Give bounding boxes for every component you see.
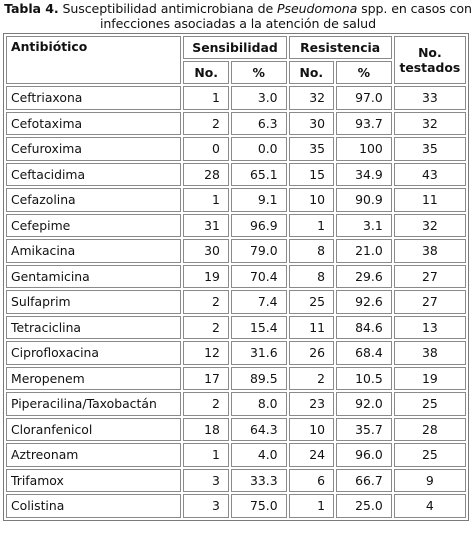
caption-text-after: spp. en casos con infecciones asociadas a la atención de salud [100,1,472,31]
cell-sensitivity-no: 12 [183,341,228,365]
cell-resistance-pct: 92.6 [336,290,392,314]
table-row [6,290,466,314]
cell-antibiotic: Colistina [6,494,181,518]
cell-tested: 25 [394,443,466,467]
cell-resistance-no: 10 [289,188,334,212]
cell-tested: 27 [394,290,466,314]
cell-antibiotic: Meropenem [6,367,181,391]
cell-resistance-pct: 96.0 [336,443,392,467]
cell-sensitivity-pct: 89.5 [231,367,287,391]
susceptibility-table [3,33,469,521]
caption-text-before: Susceptibilidad antimicrobiana de [62,1,278,16]
cell-sensitivity-pct: 9.1 [231,188,287,212]
cell-sensitivity-pct: 75.0 [231,494,287,518]
cell-antibiotic: Sulfaprim [6,290,181,314]
cell-sensitivity-pct: 96.9 [231,214,287,238]
cell-sensitivity-no: 31 [183,214,228,238]
header-sensitivity-no: No. [183,61,228,84]
cell-resistance-no: 24 [289,443,334,467]
table-body [6,86,466,518]
cell-sensitivity-pct: 65.1 [231,163,287,187]
cell-resistance-no: 6 [289,469,334,493]
table-caption [4,1,472,31]
cell-sensitivity-no: 2 [183,290,228,314]
cell-antibiotic: Cefuroxima [6,137,181,161]
cell-resistance-no: 25 [289,290,334,314]
cell-antibiotic: Cefepime [6,214,181,238]
cell-resistance-pct: 100 [336,137,392,161]
cell-tested: 25 [394,392,466,416]
cell-resistance-pct: 25.0 [336,494,392,518]
cell-resistance-no: 8 [289,265,334,289]
cell-sensitivity-no: 1 [183,443,228,467]
table-row [6,418,466,442]
cell-resistance-pct: 66.7 [336,469,392,493]
cell-tested: 28 [394,418,466,442]
header-row-main [6,36,466,59]
header-sensitivity-pct: % [231,61,287,84]
cell-antibiotic: Ceftacidima [6,163,181,187]
cell-sensitivity-pct: 15.4 [231,316,287,340]
cell-antibiotic: Cefazolina [6,188,181,212]
cell-sensitivity-no: 2 [183,392,228,416]
caption-label: Tabla 4. [4,1,59,16]
cell-tested: 38 [394,341,466,365]
cell-resistance-no: 1 [289,494,334,518]
cell-sensitivity-no: 2 [183,316,228,340]
cell-sensitivity-no: 3 [183,469,228,493]
cell-sensitivity-no: 18 [183,418,228,442]
cell-antibiotic: Aztreonam [6,443,181,467]
cell-resistance-no: 32 [289,86,334,110]
cell-resistance-pct: 21.0 [336,239,392,263]
cell-sensitivity-no: 28 [183,163,228,187]
cell-resistance-pct: 84.6 [336,316,392,340]
table-row [6,214,466,238]
cell-antibiotic: Cefotaxima [6,112,181,136]
cell-resistance-pct: 29.6 [336,265,392,289]
header-resistance-no: No. [289,61,334,84]
cell-resistance-pct: 3.1 [336,214,392,238]
header-tested-line2: testados [399,60,461,75]
cell-sensitivity-pct: 6.3 [231,112,287,136]
cell-sensitivity-pct: 0.0 [231,137,287,161]
cell-resistance-no: 11 [289,316,334,340]
header-tested [394,36,466,84]
cell-resistance-no: 8 [289,239,334,263]
cell-resistance-no: 1 [289,214,334,238]
cell-resistance-no: 2 [289,367,334,391]
cell-sensitivity-pct: 4.0 [231,443,287,467]
cell-tested: 11 [394,188,466,212]
table-row [6,392,466,416]
cell-sensitivity-pct: 70.4 [231,265,287,289]
cell-resistance-pct: 90.9 [336,188,392,212]
table-row [6,239,466,263]
cell-antibiotic: Gentamicina [6,265,181,289]
cell-resistance-no: 23 [289,392,334,416]
cell-resistance-pct: 92.0 [336,392,392,416]
cell-sensitivity-pct: 3.0 [231,86,287,110]
cell-resistance-no: 30 [289,112,334,136]
table-row [6,265,466,289]
header-tested-line1: No. [418,45,442,60]
cell-tested: 13 [394,316,466,340]
header-resistance: Resistencia [289,36,392,59]
table-row [6,316,466,340]
cell-antibiotic: Ciprofloxacina [6,341,181,365]
cell-sensitivity-pct: 31.6 [231,341,287,365]
table-row [6,341,466,365]
cell-sensitivity-no: 0 [183,137,228,161]
cell-resistance-no: 15 [289,163,334,187]
cell-resistance-pct: 97.0 [336,86,392,110]
cell-sensitivity-no: 17 [183,367,228,391]
cell-antibiotic: Tetraciclina [6,316,181,340]
cell-sensitivity-pct: 7.4 [231,290,287,314]
cell-resistance-no: 26 [289,341,334,365]
table-row [6,163,466,187]
table-row [6,494,466,518]
cell-antibiotic: Amikacina [6,239,181,263]
cell-resistance-pct: 35.7 [336,418,392,442]
cell-sensitivity-pct: 8.0 [231,392,287,416]
cell-resistance-no: 10 [289,418,334,442]
cell-tested: 9 [394,469,466,493]
cell-resistance-no: 35 [289,137,334,161]
cell-tested: 4 [394,494,466,518]
table-row [6,86,466,110]
header-sensitivity: Sensibilidad [183,36,286,59]
cell-antibiotic: Ceftriaxona [6,86,181,110]
cell-tested: 32 [394,112,466,136]
cell-antibiotic: Piperacilina/Taxobactán [6,392,181,416]
cell-sensitivity-no: 2 [183,112,228,136]
cell-tested: 43 [394,163,466,187]
header-resistance-pct: % [336,61,392,84]
cell-sensitivity-no: 30 [183,239,228,263]
cell-tested: 27 [394,265,466,289]
cell-sensitivity-no: 1 [183,86,228,110]
cell-tested: 38 [394,239,466,263]
table-row [6,188,466,212]
table-row [6,367,466,391]
table-row [6,469,466,493]
caption-italic-organism: Pseudomona [277,1,358,16]
cell-tested: 19 [394,367,466,391]
cell-resistance-pct: 93.7 [336,112,392,136]
cell-tested: 35 [394,137,466,161]
cell-antibiotic: Trifamox [6,469,181,493]
cell-resistance-pct: 68.4 [336,341,392,365]
cell-antibiotic: Cloranfenicol [6,418,181,442]
cell-sensitivity-pct: 64.3 [231,418,287,442]
table-row [6,112,466,136]
header-antibiotic: Antibiótico [6,36,181,84]
table-row [6,137,466,161]
cell-sensitivity-pct: 79.0 [231,239,287,263]
cell-sensitivity-no: 19 [183,265,228,289]
cell-tested: 33 [394,86,466,110]
cell-tested: 32 [394,214,466,238]
cell-resistance-pct: 10.5 [336,367,392,391]
table-row [6,443,466,467]
cell-sensitivity-no: 1 [183,188,228,212]
cell-resistance-pct: 34.9 [336,163,392,187]
cell-sensitivity-pct: 33.3 [231,469,287,493]
cell-sensitivity-no: 3 [183,494,228,518]
